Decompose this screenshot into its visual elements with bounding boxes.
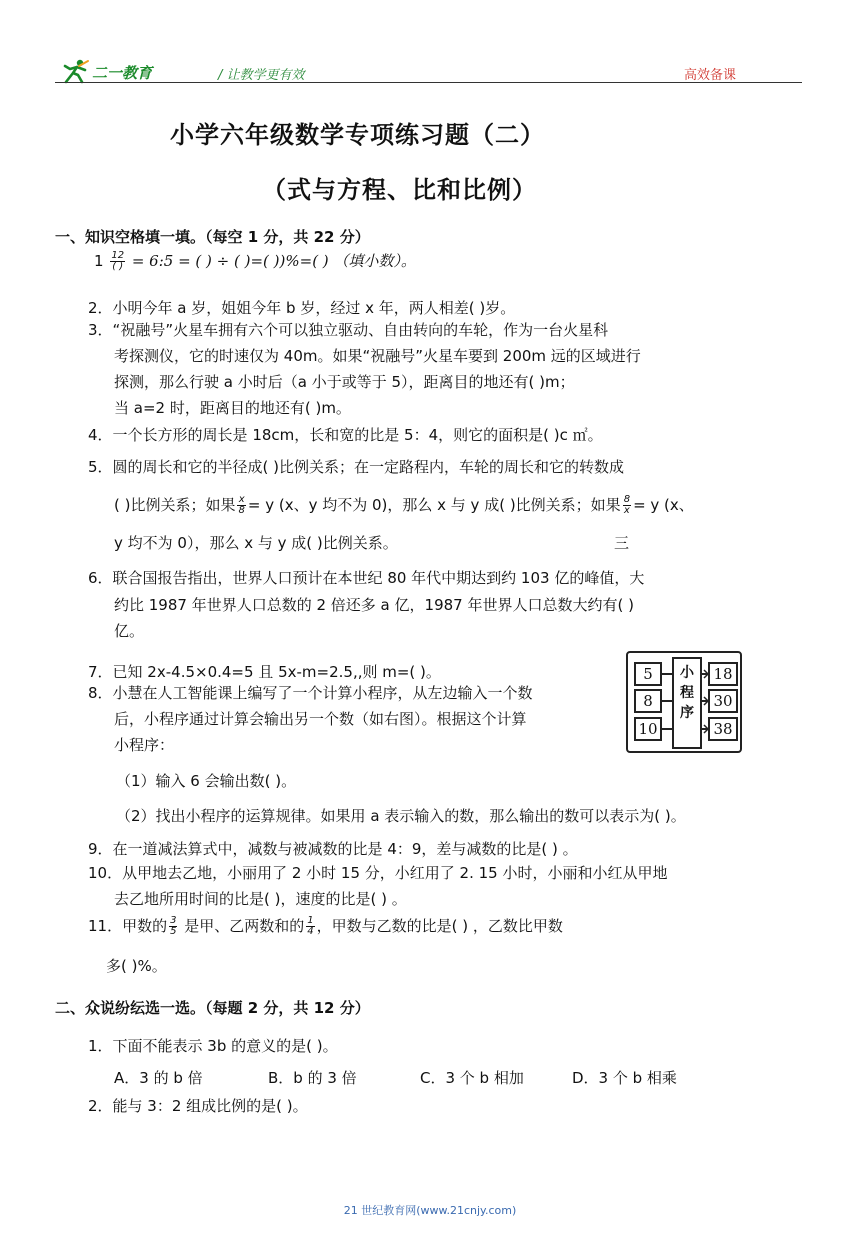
s2-q1-option-c: C．3 个 b 相加 [420, 1069, 524, 1087]
question-6-line-1: 6．联合国报告指出，世界人口预计在本世纪 80 年代中期达到约 103 亿的峰值，大 [88, 569, 645, 587]
question-8-line-3: 小程序： [114, 736, 175, 754]
q1-frac-den: ( ) [112, 261, 124, 272]
question-8-part-1: （1）输入 6 会输出数( )。 [116, 772, 297, 790]
question-5-line-2 [114, 494, 694, 516]
q11-fraction-2 [306, 916, 314, 937]
q11-frac2-den: 4 [307, 926, 314, 937]
s2-question-1: 1．下面不能表示 3b 的意义的是( )。 [88, 1037, 338, 1055]
footer-link[interactable]: 21 世纪教育网(www.21cnjy.com) [343, 1204, 517, 1217]
q11-frac1-den: 5 [170, 926, 177, 937]
program-label-char-3: 序 [680, 705, 694, 721]
program-label-char-2: 程 [680, 685, 694, 701]
q11-part-b: 是甲、乙两数和的 [179, 917, 305, 935]
q1-frac-num: 12 [111, 250, 125, 261]
program-output-1: 18 [708, 662, 738, 686]
q11-part-c: ，甲数与乙数的比是( ) ，乙数比甲数 [316, 917, 563, 935]
q5-frac-b-den: x [623, 505, 630, 516]
program-input-2: 8 [634, 689, 662, 713]
question-11-line-2: 多( )%。 [106, 957, 167, 975]
question-3-line-3: 探测，那么行驶 a 小时后（a 小于或等于 5），距离目的地还有( )m； [114, 373, 575, 391]
q5-part-a: ( )比例关系；如果 [114, 496, 236, 514]
section-1-heading: 一、知识空格填一填。（每空 1 分，共 22 分） [55, 228, 370, 246]
program-arrows [628, 653, 740, 751]
q11-frac1-num: 3 [170, 915, 177, 926]
page-subtitle: （式与方程、比和比例） [262, 176, 537, 204]
q1-number: 1 [94, 252, 104, 270]
question-5-line-3: y 均不为 0），那么 x 与 y 成( )比例关系。 [114, 534, 398, 552]
question-11-line-1 [88, 915, 563, 937]
q5-fraction-b [623, 495, 631, 516]
question-9: 9．在一道减法算式中，减数与被减数的比是 4：9，差与减数的比是( ) 。 [88, 840, 578, 858]
question-7: 7．已知 2x-4.5×0.4=5 且 5x-m=2.5,,则 m=( )。 [88, 663, 441, 681]
question-3-line-4: 当 a=2 时，距离目的地还有( )m。 [114, 399, 351, 417]
q5-frac-a-den: 8 [238, 505, 245, 516]
q5-part-c: = y (x、 [633, 496, 694, 514]
question-10-line-2: 去乙地所用时间的比是( )，速度的比是( ) 。 [114, 890, 407, 908]
question-10-line-1: 10．从甲地去乙地，小丽用了 2 小时 15 分，小红用了 2. 15 小时，小丽和小红从甲地 [88, 864, 668, 882]
s2-question-2: 2．能与 3：2 组成比例的是( )。 [88, 1097, 308, 1115]
header-divider [55, 82, 802, 83]
program-output-2: 30 [708, 689, 738, 713]
stray-character: 三 [614, 534, 630, 552]
question-6-line-2: 约比 1987 年世界人口总数的 2 倍还多 a 亿，1987 年世界人口总数大约有( ) [114, 596, 634, 614]
q11-fraction-1 [169, 916, 177, 937]
program-input-3: 10 [634, 717, 662, 741]
question-8-line-2: 后，小程序通过计算会输出另一个数（如右图）。根据这个计算 [114, 710, 527, 728]
s2-q1-option-d: D．3 个 b 相乘 [572, 1069, 677, 1087]
program-output-3: 38 [708, 717, 738, 741]
q5-part-b: = y (x、y 均不为 0)，那么 x 与 y 成( )比例关系；如果 [247, 496, 621, 514]
q11-part-a: 11．甲数的 [88, 917, 168, 935]
section-2-heading: 二、众说纷纭选一选。（每题 2 分，共 12 分） [55, 999, 370, 1017]
question-5-line-1: 5．圆的周长和它的半径成( )比例关系；在一定路程内，车轮的周长和它的转数成 [88, 458, 625, 476]
program-label-char-1: 小 [680, 665, 694, 681]
calculation-program-diagram [626, 651, 742, 753]
question-3-line-2: 考探测仪，它的时速仅为 40m。如果“祝融号”火星车要到 200m 远的区域进行 [114, 347, 641, 365]
question-2: 2．小明今年 a 岁，姐姐今年 b 岁，经过 x 年，两人相差( )岁。 [88, 299, 516, 317]
question-8-line-1: 8．小慧在人工智能课上编写了一个计算小程序，从左边输入一个数 [88, 684, 533, 702]
question-3-line-1: 3．“祝融号”火星车拥有六个可以独立驱动、自由转向的车轮，作为一台火星科 [88, 321, 609, 339]
question-6-line-3: 亿。 [114, 622, 145, 640]
question-8-part-2: （2）找出小程序的运算规律。如果用 a 表示输入的数，那么输出的数可以表示为( )。 [116, 807, 686, 825]
q1-fraction [110, 251, 125, 272]
q5-frac-a-num: x [238, 494, 245, 505]
question-1 [94, 250, 416, 272]
q11-frac2-num: 1 [307, 915, 314, 926]
header-slogan: / 让教学更有效 [218, 68, 305, 83]
page-title: 小学六年级数学专项练习题（二） [170, 121, 545, 149]
header-right-label: 高效备课 [684, 68, 737, 83]
question-4: 4．一个长方形的周长是 18cm，长和宽的比是 5：4，则它的面积是( )c ㎡。 [88, 426, 603, 444]
q5-frac-b-num: 8 [623, 494, 631, 505]
logo-text: 二一教育 [92, 64, 153, 82]
q1-text: = 6:5 = ( ) ÷ ( )=( ))%=( ) （填小数）。 [131, 252, 416, 270]
program-input-1: 5 [634, 662, 662, 686]
s2-q1-option-a: A．3 的 b 倍 [114, 1069, 203, 1087]
runner-logo-icon [60, 58, 90, 84]
s2-q1-option-b: B．b 的 3 倍 [268, 1069, 357, 1087]
q5-fraction-a [237, 495, 245, 516]
